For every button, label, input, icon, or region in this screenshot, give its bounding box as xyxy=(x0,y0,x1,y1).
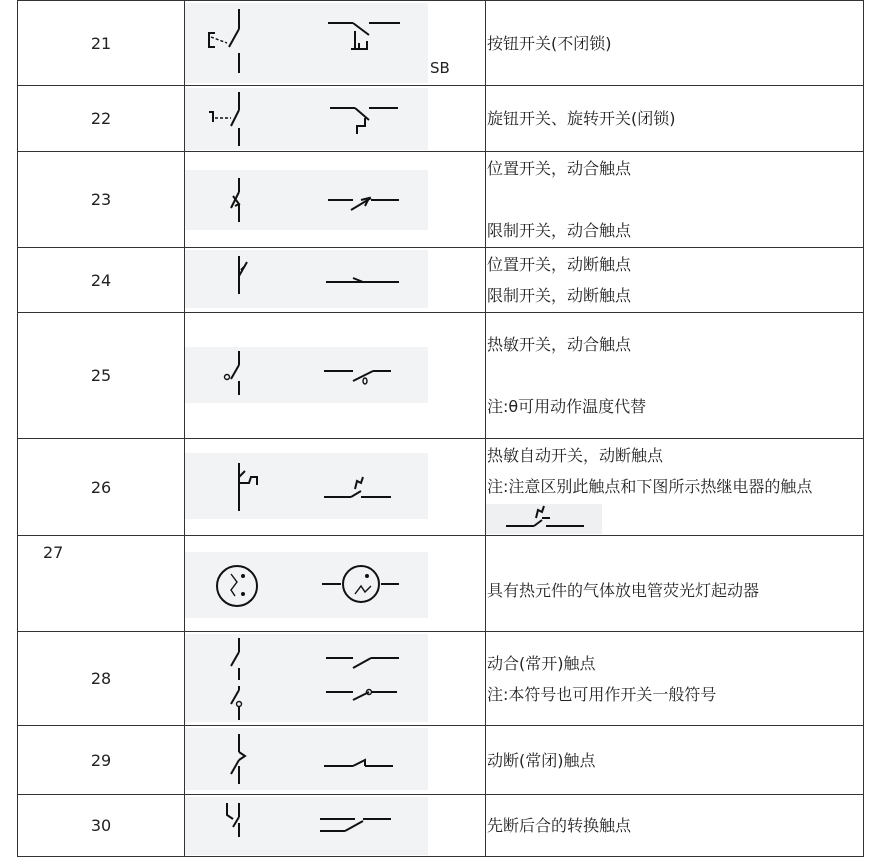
thermal-relay-contact-icon xyxy=(486,504,602,534)
row-number: 26 xyxy=(18,439,185,536)
description-text: 位置开关，动合触点 xyxy=(487,159,632,178)
row-number: 28 xyxy=(18,632,185,726)
symbol-cell xyxy=(185,248,486,313)
description-text: 动合(常开)触点 xyxy=(487,653,596,673)
description-cell xyxy=(486,313,864,439)
description-text: 限制开关，动合触点 xyxy=(487,221,632,240)
description-cell xyxy=(486,1,864,86)
table-row xyxy=(18,536,864,632)
table-row xyxy=(18,1,864,86)
pushbutton-switch-symbol-icon xyxy=(185,3,428,83)
row-number: 29 xyxy=(18,726,185,795)
position-switch-nc-symbol-icon xyxy=(185,250,428,308)
description-cell xyxy=(486,632,864,726)
description-text: 旋钮开关、旋转开关(闭锁) xyxy=(487,109,676,128)
description-text: 限制开关，动断触点 xyxy=(487,286,632,305)
symbol-cell xyxy=(185,86,486,152)
description-cell xyxy=(486,248,864,313)
description-text: 动断(常闭)触点 xyxy=(487,750,596,770)
table-row xyxy=(18,795,864,857)
symbol-cell xyxy=(185,1,486,86)
position-switch-no-symbol-icon xyxy=(185,170,428,230)
symbol-cell xyxy=(185,795,486,857)
symbol-cell xyxy=(185,536,486,632)
symbol-table xyxy=(17,0,864,857)
table-row xyxy=(18,632,864,726)
description-text: 注:注意区别此触点和下图所示热继电器的触点 xyxy=(487,477,813,496)
row-number: 27 xyxy=(18,536,185,632)
table-row xyxy=(18,152,864,248)
rotary-switch-symbol-icon xyxy=(185,88,428,150)
table-row xyxy=(18,313,864,439)
description-text: 按钮开关(不闭锁) xyxy=(487,33,612,53)
row-number: 24 xyxy=(18,248,185,313)
description-cell xyxy=(486,152,864,248)
description-text: 热敏开关，动合触点 xyxy=(487,335,632,354)
description-cell xyxy=(486,795,864,857)
row-number: 30 xyxy=(18,795,185,857)
thermal-switch-no-symbol-icon xyxy=(185,347,428,403)
table-row xyxy=(18,86,864,152)
glow-starter-symbol-icon xyxy=(185,552,428,618)
row-number: 25 xyxy=(18,313,185,439)
sb-label: SB xyxy=(430,59,450,77)
table-row xyxy=(18,248,864,313)
symbol-cell xyxy=(185,726,486,795)
description-cell xyxy=(486,536,864,632)
table-row xyxy=(18,439,864,536)
row-number: 21 xyxy=(18,1,185,86)
thermal-auto-switch-nc-symbol-icon xyxy=(185,453,428,519)
symbol-cell xyxy=(185,313,486,439)
description-text: 注:θ可用动作温度代替 xyxy=(487,397,647,416)
description-cell xyxy=(486,439,864,536)
description-text: 注:本符号也可用作开关一般符号 xyxy=(487,684,717,704)
row-number: 22 xyxy=(18,86,185,152)
symbol-cell xyxy=(185,439,486,536)
description-text: 具有热元件的气体放电管荧光灯起动器 xyxy=(487,581,760,600)
break-contact-symbol-icon xyxy=(185,728,428,790)
description-text: 热敏自动开关，动断触点 xyxy=(487,446,664,465)
make-contact-symbol-icon xyxy=(185,634,428,722)
symbol-cell xyxy=(185,152,486,248)
description-text: 位置开关，动断触点 xyxy=(487,255,632,274)
description-cell xyxy=(486,86,864,152)
row-number: 23 xyxy=(18,152,185,248)
changeover-contact-symbol-icon xyxy=(185,797,428,855)
symbol-cell xyxy=(185,632,486,726)
description-cell xyxy=(486,726,864,795)
table-row xyxy=(18,726,864,795)
description-text: 先断后合的转换触点 xyxy=(487,816,632,835)
